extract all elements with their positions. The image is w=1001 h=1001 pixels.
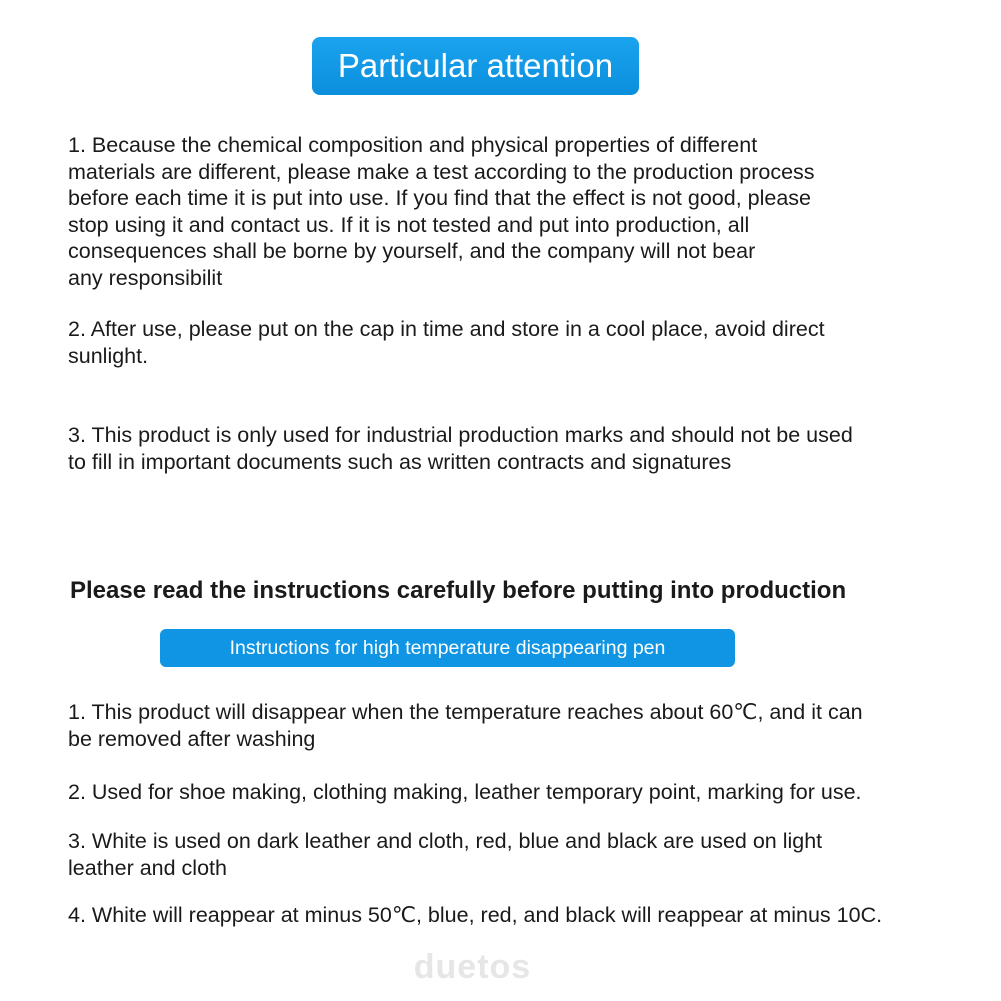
attention-item-2: 2. After use, please put on the cap in time and store in a cool place, avoid direct sunlight. [68,317,825,368]
instruction-item-3: 3. White is used on dark leather and cloth, red, blue and black are used on light leather and cloth [68,829,823,880]
attention-item-3: 3. This product is only used for industrial production marks and should not be used to fill in important documents such as written contracts and signatures [68,423,853,474]
brand-watermark: duetos [413,948,532,986]
instruction-item-2: 2. Used for shoe making, clothing making, leather temporary point, marking for use. [68,780,862,804]
attention-item-1: 1. Because the chemical composition and physical properties of different materials are different, please make a test according to the production process before each time it is put into use. If you find that the effect is not good, please stop using it and contact us. If it is not tested and put into production, all consequences shall be borne by yourself, and the company will not bear any responsibilit [68,133,815,290]
instructions-heading: Please read the instructions carefully before putting into production [70,577,847,604]
instruction-item-4: 4. White will reappear at minus 50℃, blue, red, and black will reappear at minus 10C. [68,903,883,927]
particular-attention-badge: Particular attention [312,37,639,95]
instruction-item-1: 1. This product will disappear when the temperature reaches about 60℃, and it can be removed after washing [68,700,863,751]
pen-instructions-badge: Instructions for high temperature disappearing pen [160,629,735,667]
